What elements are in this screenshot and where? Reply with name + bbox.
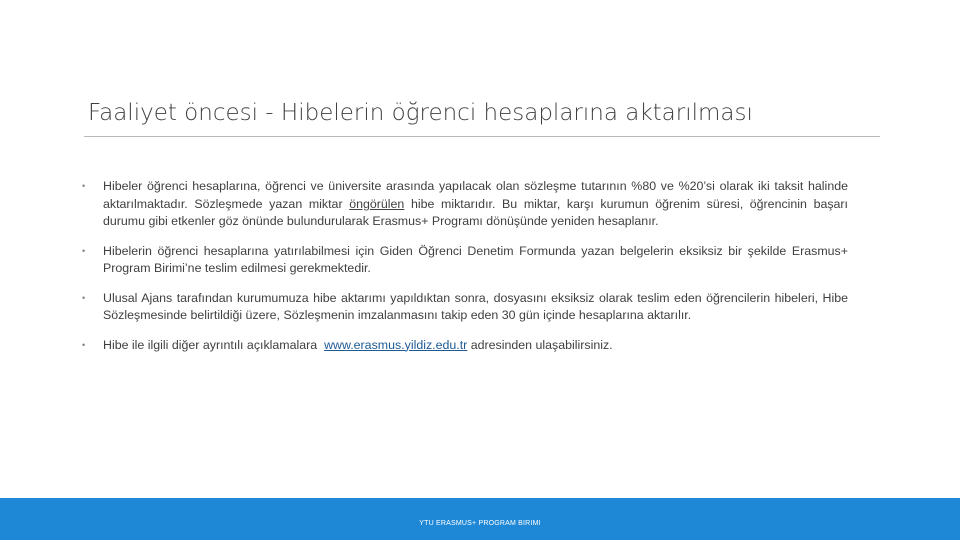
slide-title: Faaliyet öncesi - Hibelerin öğrenci hesaplarına aktarılması bbox=[88, 100, 753, 126]
bullet-marker: • bbox=[82, 245, 86, 256]
bullet-text: Hibe ile ilgili diğer ayrıntılı açıklamalara bbox=[103, 337, 325, 352]
bullet-item bbox=[82, 243, 848, 278]
footer-label: YTU ERASMUS+ PROGRAM BIRIMI bbox=[419, 520, 541, 527]
bullet-text: adresinden ulaşabilirsiniz. bbox=[467, 337, 613, 352]
bullet-text: Hibelerin öğrenci hesaplarına yatırılabilmesi için Giden Öğrenci Denetim Formunda yazan belgelerin eksiksiz bir şekilde Erasmus+ Program Birimi’ne teslim edilmesi gerekmektedir. bbox=[103, 243, 848, 275]
bullet-marker: • bbox=[82, 292, 86, 303]
footer-band bbox=[0, 498, 960, 540]
bullet-list bbox=[82, 178, 848, 366]
erasmus-website-link[interactable]: www.erasmus.yildiz.edu.tr bbox=[324, 337, 468, 352]
underlined-word: öngörülen bbox=[349, 196, 405, 211]
bullet-marker: • bbox=[82, 339, 86, 350]
bullet-item bbox=[82, 178, 848, 231]
bullet-text: hibe miktarıdır. Bu miktar, karşı kurumun öğrenim süresi, öğrencinin başarı durumu gibi etkenler göz önünde bulundurularak Erasmus+ Programı dönüşünde yeniden hesaplanır. bbox=[103, 196, 849, 228]
bullet-text: Ulusal Ajans tarafından kurumumuza hibe aktarımı yapıldıktan sonra, dosyasını eksiksiz olarak teslim eden öğrencilerin hibeleri, Hibe Sözleşmesinde belirtildiği üzere, Sözleşmenin imzalanmasını takip eden 30 gün içinde hesaplarına aktarılır. bbox=[103, 290, 848, 322]
bullet-marker: • bbox=[82, 181, 86, 191]
bullet-item bbox=[82, 337, 848, 355]
title-divider bbox=[84, 136, 880, 137]
bullet-item bbox=[82, 290, 848, 325]
bullet-text: Hibeler öğrenci hesaplarına, öğrenci ve üniversite arasında yapılacak olan sözleşme tutarının %80 ve %20’si olarak iki taksit halinde aktarılmaktadır. Sözleşmede yazan miktar bbox=[103, 179, 848, 211]
